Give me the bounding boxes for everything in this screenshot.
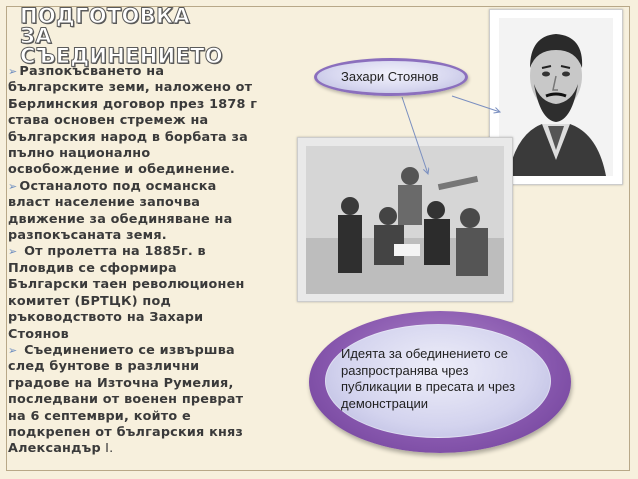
callout-zahari-stoyanov <box>314 58 468 96</box>
arrow-bullet-icon: ➢ <box>8 179 18 193</box>
arrow-bullet-icon: ➢ <box>8 343 18 357</box>
title-line-2: СЪЕДИНЕНИЕТО <box>20 44 223 68</box>
title-line-1: ПОДГОТОВКА ЗА <box>20 4 190 48</box>
callout-top-label: Захари Стоянов <box>341 69 439 84</box>
paragraph-2: ➢ Останалото под османска власт население започва движение за обединяване на разпокъсаната земя. <box>8 178 233 244</box>
arrow-bullet-icon: ➢ <box>8 65 18 78</box>
arrow-bullet-icon: ➢ <box>8 245 18 259</box>
paragraph-1: ➢ Разпокъсването на българските земи, наложено от Берлинския договор през 1878 г става основен стремеж на българския народ в борбата за пълно национално освобождение и обединение. <box>8 64 258 178</box>
callout-idea-text: Идеята за обединението се разпространява чрез публикации в пресата и чрез демонстрации <box>341 346 516 411</box>
paragraph-3: ➢ От пролетта на 1885г. в Пловдив се сформира Български таен революционен комитет (БРТЦК) под ръководството на Захари Стоянов <box>8 244 245 342</box>
paragraph-4: ➢ Съединението се извършва след бунтове в различни градове на Източна Румелия, последвани от военен преврат на 6 септември, който е подкрепен от българския княз Александър I. <box>8 342 244 457</box>
